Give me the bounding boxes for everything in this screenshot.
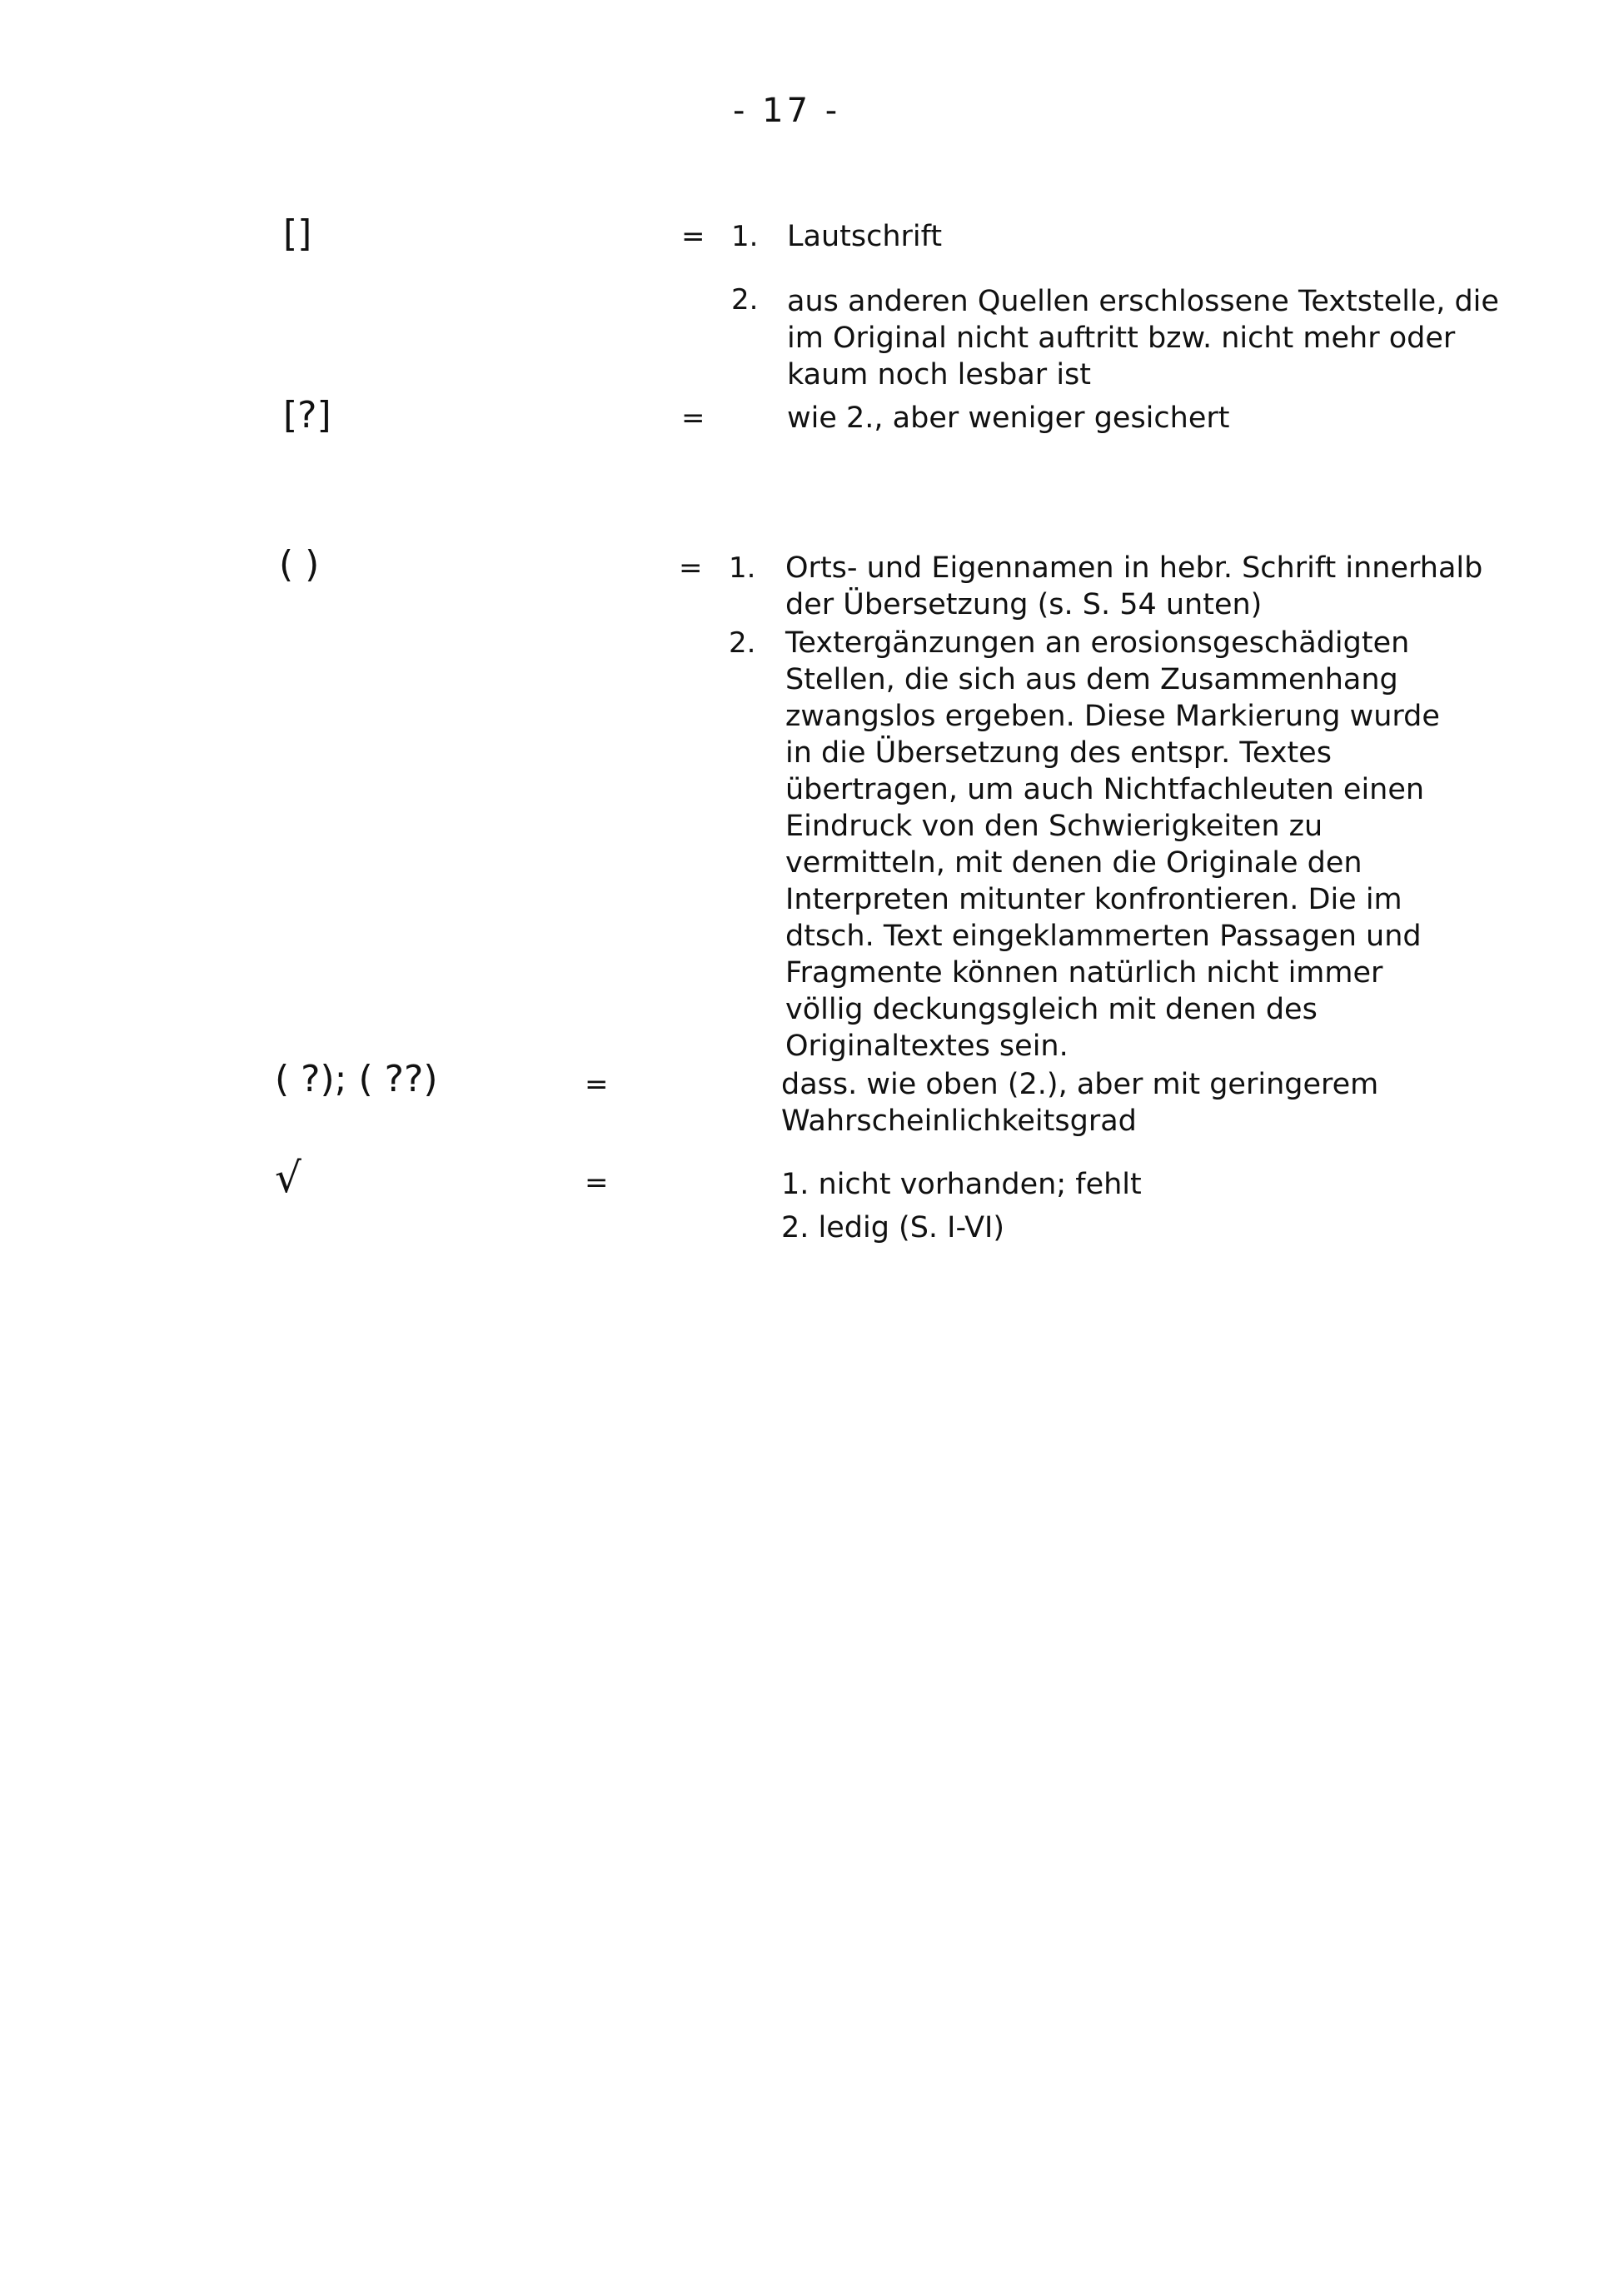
item-text: Orts- und Eigennamen in hebr. Schrift innerhalb der Übersetzung (s. S. 54 unten) — [785, 551, 1483, 621]
page-number: - 17 - — [733, 92, 841, 130]
equals-sign: = — [585, 1166, 609, 1199]
item-number: 2. — [731, 283, 759, 317]
symbol-brackets: [] — [283, 212, 312, 255]
check-mark-icon: √ — [275, 1154, 301, 1202]
equals-sign: = — [585, 1068, 609, 1101]
item-text: dass. wie oben (2.), aber mit geringerem Wahrscheinlichkeitsgrad — [781, 1068, 1379, 1138]
item-text: 1. nicht vorhanden; fehlt — [781, 1168, 1142, 1201]
item-text: Lautschrift — [787, 220, 943, 253]
symbol-brackets-question: [?] — [283, 394, 331, 436]
item-text: Textergänzungen an erosionsgeschädigten Stellen, die sich aus dem Zusammenhang zwangslos ergeben. Diese Markierung wurde in die Übersetzung des entspr. Textes übertragen, um auch Nichtfachleuten einen Eindruck von den Schwierigkeiten zu vermitteln, mit denen die Originale den Interpreten mitunter konfrontieren. Die im dtsch. Text eingeklammerten Passagen und Fragmente können natürlich nicht immer völlig deckungsgleich mit denen des Originaltextes sein. — [785, 626, 1440, 1063]
equals-sign: = — [681, 220, 705, 253]
item-number: 1. — [731, 220, 759, 253]
item-number: 2. — [729, 626, 756, 660]
symbol-parentheses-question: ( ?); ( ??) — [275, 1058, 438, 1100]
item-text: 2. ledig (S. I-VI) — [781, 1211, 1005, 1244]
item-text: aus anderen Quellen erschlossene Textstelle, die im Original nicht auftritt bzw. nicht mehr oder kaum noch lesbar ist — [787, 285, 1499, 391]
item-text: wie 2., aber weniger gesichert — [787, 401, 1230, 435]
item-number: 1. — [729, 551, 756, 585]
symbol-parentheses: ( ) — [279, 543, 320, 586]
equals-sign: = — [681, 401, 705, 435]
equals-sign: = — [679, 551, 703, 585]
